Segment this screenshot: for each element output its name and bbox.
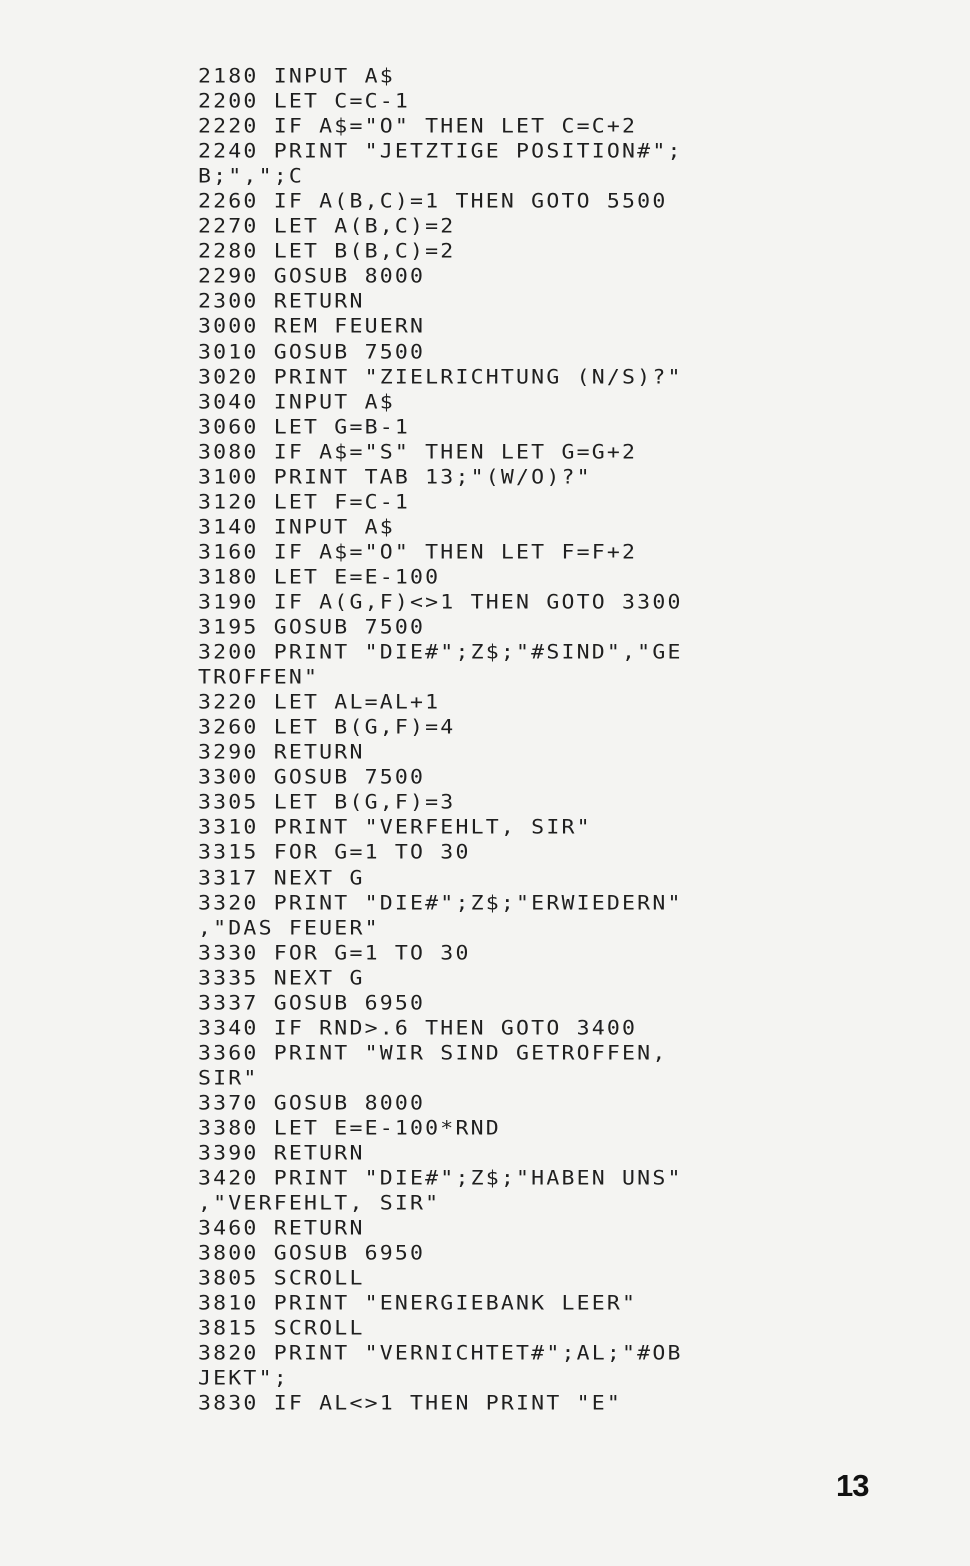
code-line: 2300 RETURN [198,290,365,314]
code-line: ,"VERFEHLT, SIR" [198,1192,441,1216]
code-line: 3010 GOSUB 7500 [198,340,426,364]
code-line: 2290 GOSUB 8000 [198,265,426,289]
code-line: 3810 PRINT "ENERGIEBANK LEER" [198,1292,638,1316]
code-line: 3805 SCROLL [198,1267,365,1291]
code-line: 3370 GOSUB 8000 [198,1091,426,1115]
code-line: 3180 LET E=E-100 [198,565,441,589]
code-line: 3260 LET B(G,F)=4 [198,716,456,740]
code-line: 3160 IF A$="O" THEN LET F=F+2 [198,540,638,564]
code-line: 3020 PRINT "ZIELRICHTUNG (N/S)?" [198,365,683,389]
code-line: 3000 REM FEUERN [198,315,426,339]
code-line: 2260 IF A(B,C)=1 THEN GOTO 5500 [198,190,668,214]
code-line: ,"DAS FEUER" [198,916,380,940]
code-line: 3390 RETURN [198,1142,365,1166]
code-line: 3317 NEXT G [198,866,365,890]
code-line: 3330 FOR G=1 TO 30 [198,941,471,965]
code-line: 3080 IF A$="S" THEN LET G=G+2 [198,440,638,464]
basic-program-listing [198,64,698,1417]
code-line: 3815 SCROLL [198,1317,365,1341]
code-line: SIR" [198,1066,259,1090]
code-line: 3420 PRINT "DIE#";Z$;"HABEN UNS" [198,1167,683,1191]
code-line: 3380 LET E=E-100*RND [198,1116,501,1140]
code-line: 3337 GOSUB 6950 [198,991,426,1015]
code-line: 3830 IF AL<>1 THEN PRINT "E" [198,1392,623,1416]
code-line: 3360 PRINT "WIR SIND GETROFFEN, [198,1041,668,1065]
code-line: 2220 IF A$="O" THEN LET C=C+2 [198,115,638,139]
code-line: 3800 GOSUB 6950 [198,1242,426,1266]
code-line: 2180 INPUT A$ [198,65,395,89]
code-line: 3305 LET B(G,F)=3 [198,791,456,815]
code-line: 3290 RETURN [198,741,365,765]
code-line: 3060 LET G=B-1 [198,415,411,439]
code-line: 3190 IF A(G,F)<>1 THEN GOTO 3300 [198,590,683,614]
code-line: 3040 INPUT A$ [198,390,395,414]
code-line: 3220 LET AL=AL+1 [198,691,441,715]
code-line: 3315 FOR G=1 TO 30 [198,841,471,865]
code-line: 2280 LET B(B,C)=2 [198,240,456,264]
code-line: JEKT"; [198,1367,289,1391]
code-line: 3460 RETURN [198,1217,365,1241]
code-line: 3120 LET F=C-1 [198,490,411,514]
code-line: 3140 INPUT A$ [198,515,395,539]
code-line: 2240 PRINT "JETZTIGE POSITION#"; [198,140,683,164]
page-number: 13 [836,1468,869,1503]
code-line: 3300 GOSUB 7500 [198,766,426,790]
code-line: 3200 PRINT "DIE#";Z$;"#SIND","GE [198,641,683,665]
code-line: 3100 PRINT TAB 13;"(W/O)?" [198,465,592,489]
code-line: TROFFEN" [198,666,320,690]
code-line: 3195 GOSUB 7500 [198,616,426,640]
code-line: 3310 PRINT "VERFEHLT, SIR" [198,816,592,840]
code-line: 2270 LET A(B,C)=2 [198,215,456,239]
code-line: 3820 PRINT "VERNICHTET#";AL;"#OB [198,1342,683,1366]
code-line: B;",";C [198,165,305,189]
code-line: 2200 LET C=C-1 [198,90,411,114]
code-line: 3320 PRINT "DIE#";Z$;"ERWIEDERN" [198,891,683,915]
code-line: 3335 NEXT G [198,966,365,990]
code-line: 3340 IF RND>.6 THEN GOTO 3400 [198,1016,638,1040]
